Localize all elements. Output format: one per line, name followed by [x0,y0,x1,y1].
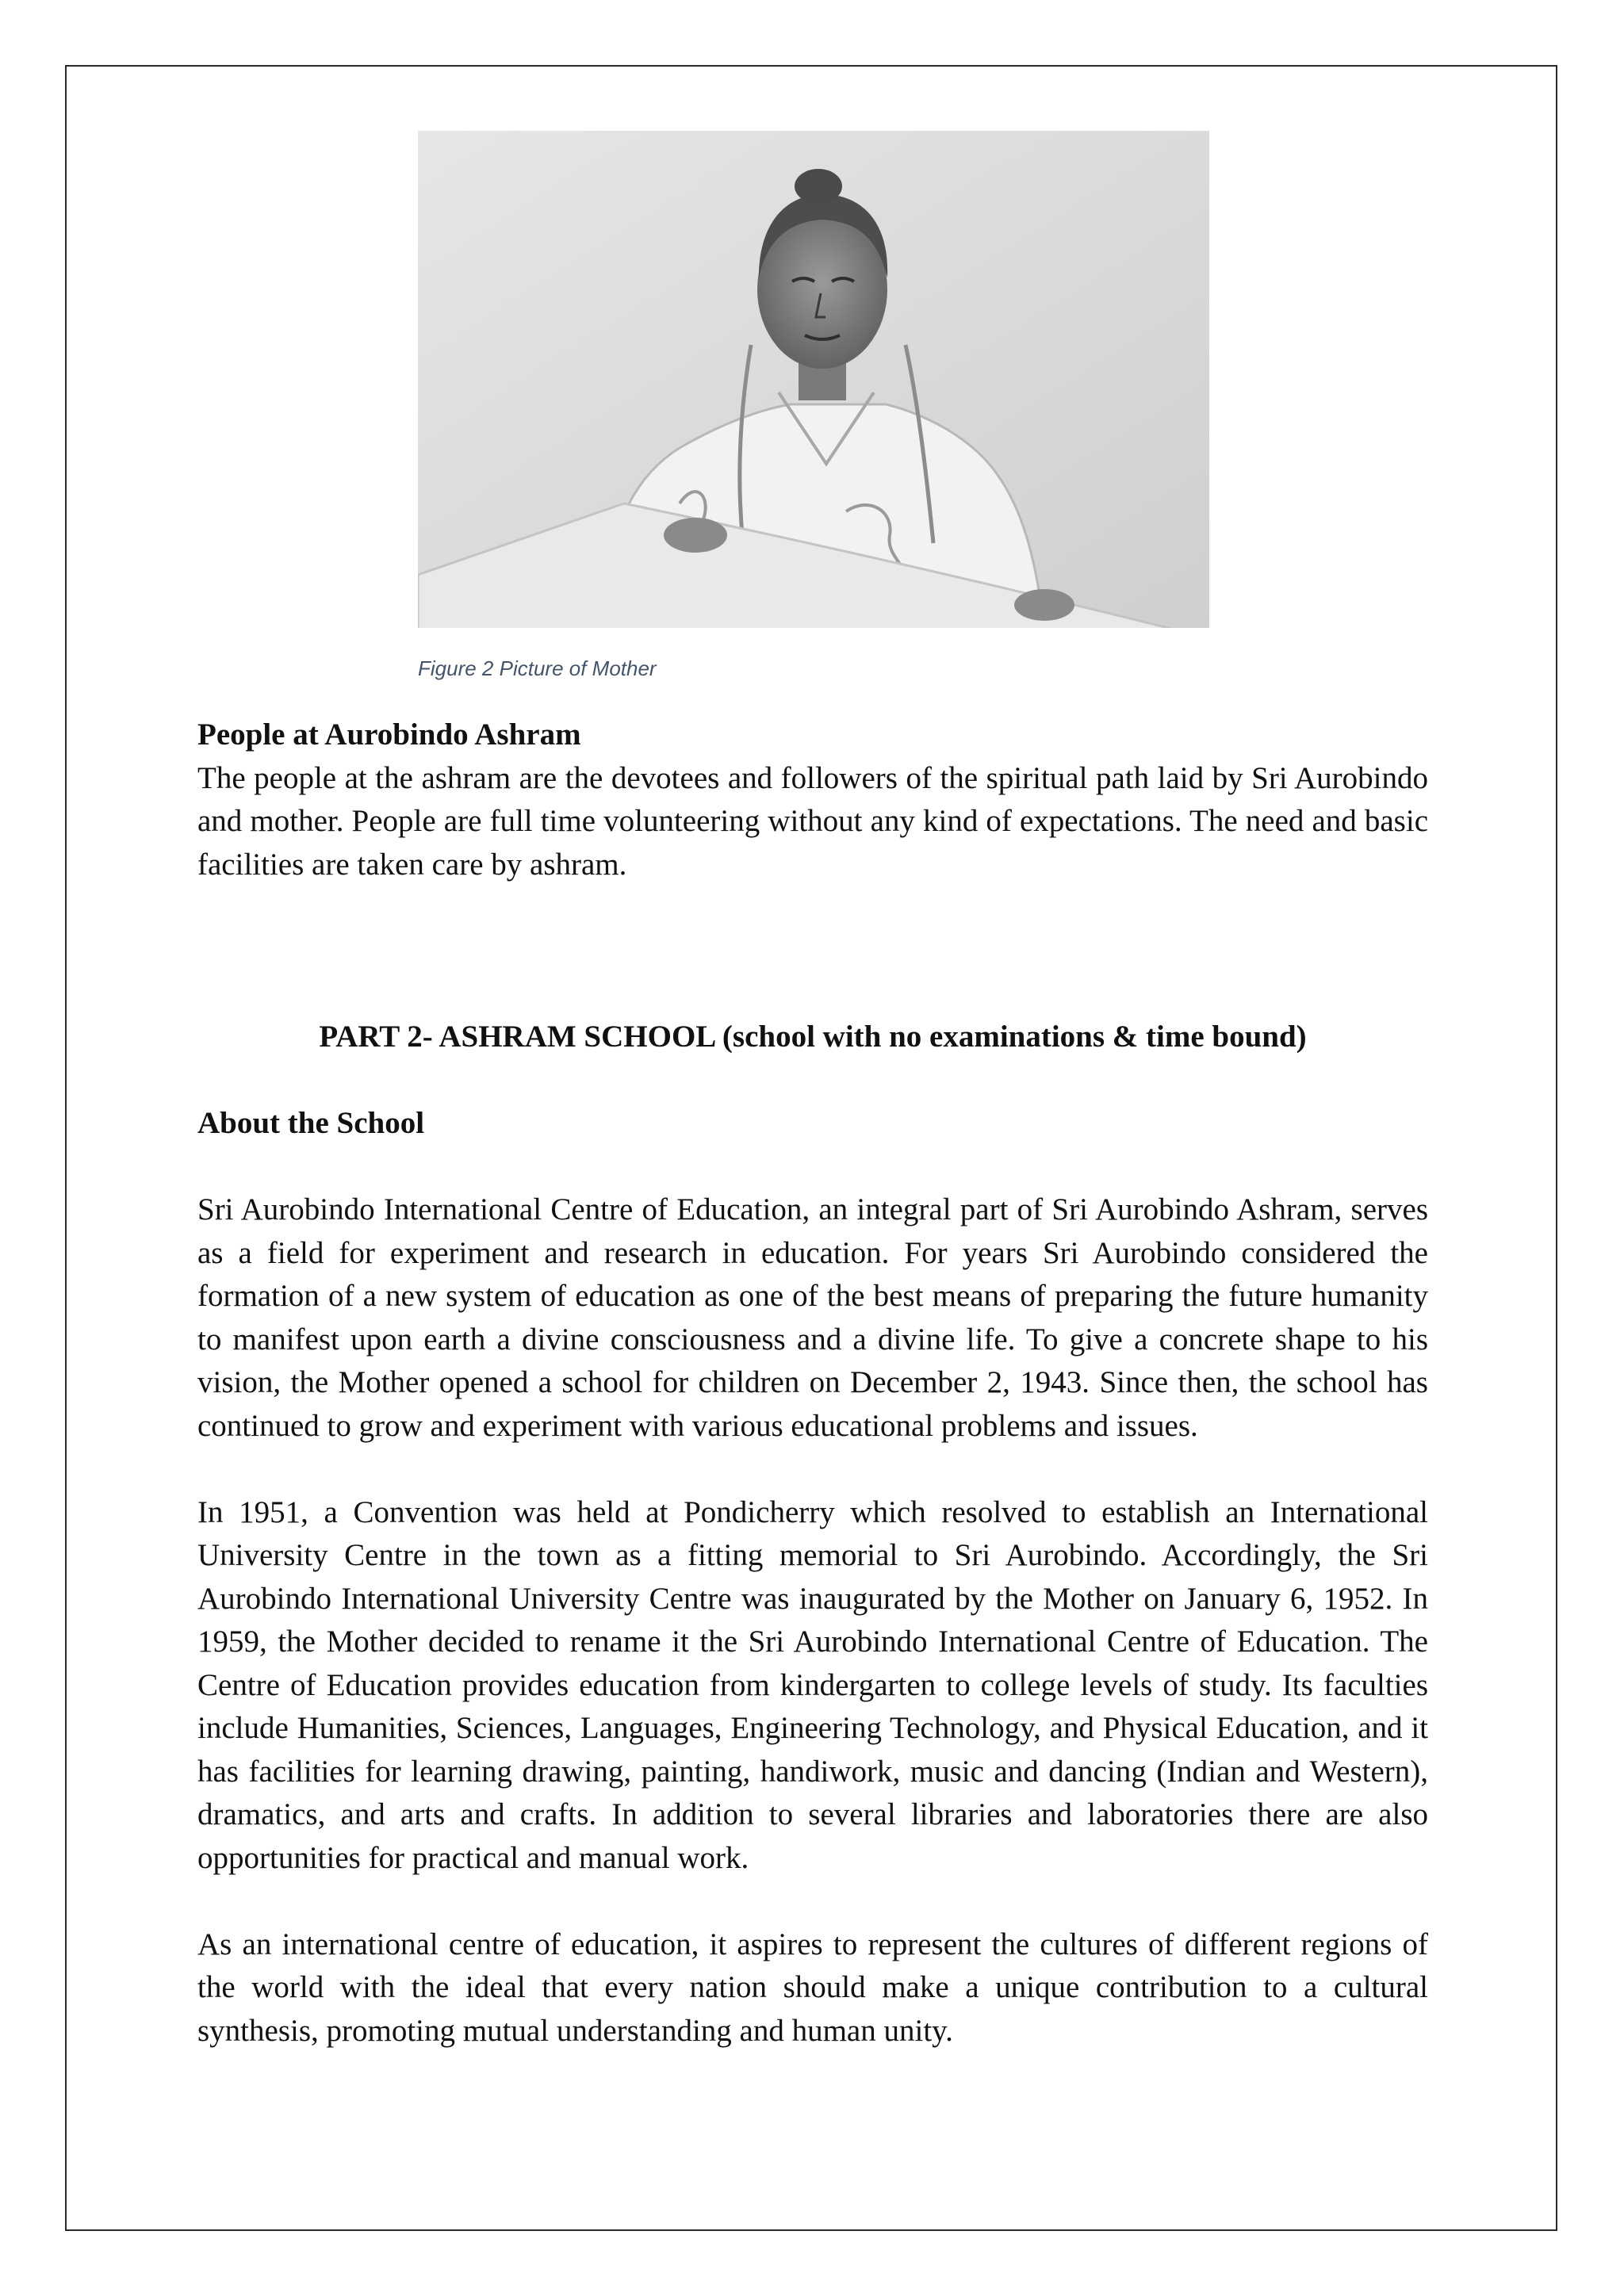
figure-caption: Figure 2 Picture of Mother [418,656,657,680]
part2-heading: PART 2- ASHRAM SCHOOL (school with no examinations & time bound) [319,1020,1307,1054]
people-heading: People at Aurobindo Ashram [197,718,581,752]
school-paragraph-3: As an international centre of education, it aspires to represent the cultures of different regions of the world with the ideal that every nation should make a unique contribution to a cultural synthesis, promoting mutual understanding and human unity. [197,1927,1428,2048]
school-heading: About the School [197,1106,425,1140]
school-paragraph-1: Sri Aurobindo International Centre of Education, an integral part of Sri Aurobindo Ashram, serves as a field for experiment and research in education. For years Sri Aurobindo considered the formation of a new system of education as one of the best means of preparing the future humanity to manifest upon earth a divine consciousness and a divine life. To give a concrete shape to his vision, the Mother opened a school for children on December 2, 1943. Since then, the school has continued to grow and experiment with various educational problems and issues. [197,1192,1428,1443]
people-paragraph: The people at the ashram are the devotees and followers of the spiritual path laid by Sri Aurobindo and mother. People are full time volunteering without any kind of expectations. The need and basic facilities are taken care by ashram. [197,760,1428,882]
school-paragraph-2: In 1951, a Convention was held at Pondicherry which resolved to establish an International University Centre in the town as a fitting memorial to Sri Aurobindo. Accordingly, the Sri Aurobindo International University Centre was inaugurated by the Mother on January 6, 1952. In 1959, the Mother decided to rename it the Sri Aurobindo International Centre of Education. The Centre of Education provides education from kindergarten to college levels of study. Its faculties include Humanities, Sciences, Languages, Engineering Technology, and Physical Education, and it has facilities for learning drawing, painting, handiwork, music and dancing (Indian and Western), dramatics, and arts and crafts. In addition to several libraries and laboratories there are also opportunities for practical and manual work. [197,1494,1428,1875]
document-body [197,714,1428,2053]
portrait-photo [418,131,1209,628]
